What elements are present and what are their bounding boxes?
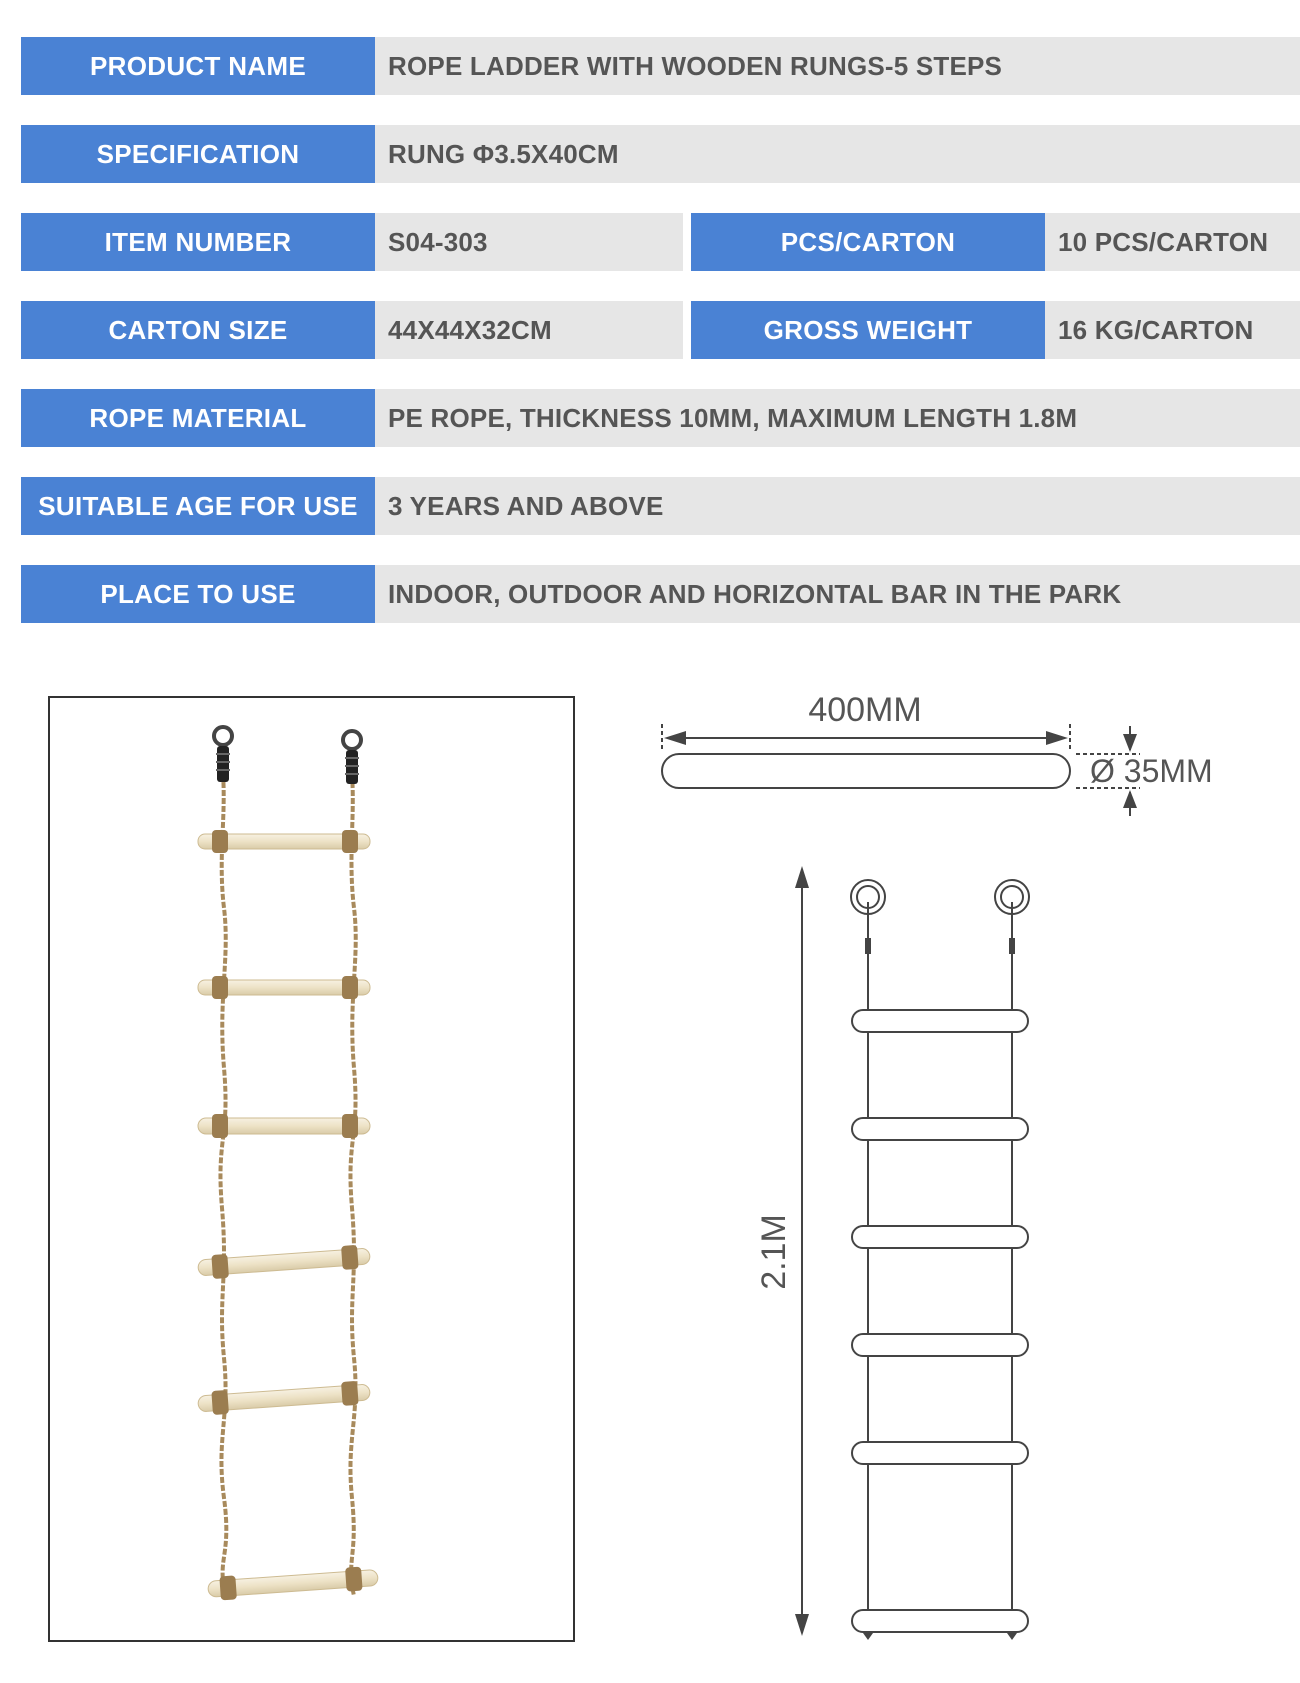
pcs-carton-label: PCS/CARTON — [691, 213, 1045, 271]
rope-material-value: PE ROPE, THICKNESS 10MM, MAXIMUM LENGTH 1.8M — [375, 389, 1300, 447]
rung-length-label: 400MM — [808, 691, 922, 729]
item-number-value: S04-303 — [375, 213, 683, 271]
rung-diameter-label: Ø 35MM — [1090, 753, 1213, 789]
diagram-rung — [852, 1010, 1028, 1032]
diagram-rung — [852, 1226, 1028, 1248]
carton-size-value: 44X44X32CM — [375, 301, 683, 359]
photo-rung — [197, 1380, 370, 1416]
technical-diagram — [640, 690, 1280, 1670]
gross-weight-value: 16 KG/CARTON — [1045, 301, 1300, 359]
photo-rung — [198, 1114, 370, 1138]
diagram-left-hook — [851, 880, 885, 1020]
carton-size-label: CARTON SIZE — [21, 301, 375, 359]
left-rope — [220, 774, 226, 1596]
right-hook — [343, 731, 361, 784]
right-rope — [350, 774, 355, 1596]
height-arrow — [795, 866, 809, 1636]
photo-rung — [198, 830, 370, 853]
gross-weight-label: GROSS WEIGHT — [691, 301, 1045, 359]
specification-label: SPECIFICATION — [21, 125, 375, 183]
pcs-carton-value: 10 PCS/CARTON — [1045, 213, 1300, 271]
product-name-label: PRODUCT NAME — [21, 37, 375, 95]
product-photo-frame — [48, 696, 575, 1642]
rope-ladder-photo — [50, 698, 573, 1640]
diagram-rung — [852, 1334, 1028, 1356]
rung-side-view — [662, 754, 1070, 788]
ladder-height-label: 2.1M — [755, 1214, 793, 1290]
diagram-rung — [852, 1118, 1028, 1140]
diagram-rung — [852, 1610, 1028, 1632]
item-number-label: ITEM NUMBER — [21, 213, 375, 271]
diagram-rung — [852, 1442, 1028, 1464]
photo-rung — [198, 976, 370, 999]
diagram-right-hook — [995, 880, 1029, 1020]
rope-material-label: ROPE MATERIAL — [21, 389, 375, 447]
place-to-use-value: INDOOR, OUTDOOR AND HORIZONTAL BAR IN THE PARK — [375, 565, 1300, 623]
left-hook — [214, 727, 232, 782]
suitable-age-label: SUITABLE AGE FOR USE — [21, 477, 375, 535]
product-name-value: ROPE LADDER WITH WOODEN RUNGS-5 STEPS — [375, 37, 1300, 95]
rung-length-arrow — [664, 731, 1068, 745]
suitable-age-value: 3 YEARS AND ABOVE — [375, 477, 1300, 535]
specification-value: RUNG Φ3.5X40CM — [375, 125, 1300, 183]
place-to-use-label: PLACE TO USE — [21, 565, 375, 623]
photo-rung — [207, 1565, 378, 1601]
